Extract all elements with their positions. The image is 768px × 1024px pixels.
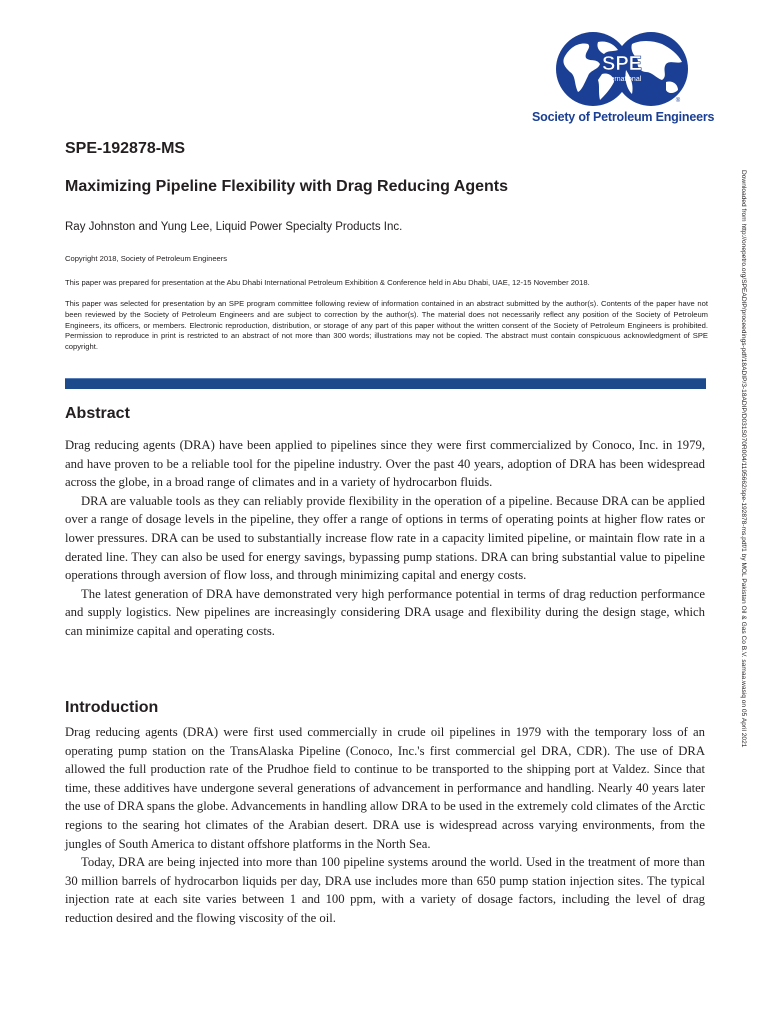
download-watermark xyxy=(733,170,749,860)
logo-secondary-text: International xyxy=(602,76,642,83)
download-notice-text: Downloaded from http://onepetro.org/SPEADIP/proceedings-pdf/18ADIP/3-18ADIP/D031S070R004/1195662/spe-192878-ms.pdf/1 by MOL Pakistan Oil & Gas Co B.V. samaa.wasiq on 05 April 2021 xyxy=(740,170,747,748)
copyright-notice: Copyright 2018, Society of Petroleum Engineers xyxy=(65,254,228,263)
introduction-paragraph: Today, DRA are being injected into more than 100 pipeline systems around the world. Used in the treatment of more than 30 million barrels of hydrocarbon liquids per day, DRA use includes more than 650 pump station injection sites. The typical injection rate at each site varies between 1 and 100 ppm, with a variety of dosage factors, including the level of drag reduction desired and the flowing viscosity of the oil. xyxy=(65,855,705,925)
abstract-paragraph: DRA are valuable tools as they can reliably provide flexibility in the operation of a pipeline. Because DRA can be applied over a range of dosage levels in the pipeline, they offer a range of options in terms of operating points at higher flow rates or lower pressures. DRA can be used to substantially increase flow rate in a capacity limited pipeline, or maintain flow rate in a derated line. They can also be used for energy savings, bypassing pump stations. DRA can bring substantial value to pipeline operations through aversion of flow loss, and through minimizing capital and energy costs. xyxy=(65,493,705,583)
abstract-paragraph: The latest generation of DRA have demonstrated very high performance potential in terms of drag reduction performance and supply logistics. New pipelines are increasingly considering DRA usage and flexibility during the design stage, which can minimize capital and operating costs. xyxy=(65,586,705,638)
section-divider xyxy=(65,378,706,389)
logo-primary-text: SPE xyxy=(601,53,643,75)
abstract-body xyxy=(65,436,705,641)
globe-icon xyxy=(554,30,690,108)
society-name: Society of Petroleum Engineers xyxy=(532,110,715,124)
abstract-heading: Abstract xyxy=(65,405,130,422)
introduction-paragraph: Drag reducing agents (DRA) were first used commercially in crude oil pipelines in 1979 with the temporary loss of an operating pump station on the TransAlaska Pipeline (Conoco, Inc.'s first commercial gel DRA, CDR). The use of DRA allowed the full production rate of the Prudhoe field to continue to be transported to the shipping port at Valdez. Since that time, these additives have undergone several generations of advancement in performance and handling. Nearly 40 years later the use of DRA spans the globe. Advancements in handling allow DRA to be used in the extremely cold climates of the Arctic regions to the searing hot climates of the Arabian desert. DRA use is widespread across varying environments, from the jungles of South America to distant offshore platforms in the North Sea. xyxy=(65,725,705,851)
introduction-body xyxy=(65,723,705,928)
abstract-paragraph: Drag reducing agents (DRA) have been applied to pipelines since they were first commercialized by Conoco, Inc. in 1979, and have proven to be a reliable tool for the pipeline industry. Over the past 40 years, adoption of DRA has been widespread across the globe, in a broad range of climates and in a variety of hydrocarbon fluids. xyxy=(65,438,705,490)
introduction-heading: Introduction xyxy=(65,699,159,716)
paper-number: SPE-192878-MS xyxy=(65,140,186,157)
disclaimer-notice: This paper was selected for presentation by an SPE program committee following review of information contained in an abstract submitted by the author(s). Contents of the paper have not been reviewed by the Society of Petroleum Engineers and are subject to correction by the author(s). The material does not necessarily reflect any position of the Society of Petroleum Engineers, its officers, or members. Electronic reproduction, distribution, or storage of any part of this paper without the written consent of the Society of Petroleum Engineers is prohibited. Permission to reproduce in print is restricted to an abstract of not more than 300 words; illustrations may not be copied. The abstract must contain conspicuous acknowledgment of SPE copyright. xyxy=(65,299,708,352)
paper-title: Maximizing Pipeline Flexibility with Drag Reducing Agents xyxy=(65,178,509,195)
spe-logo xyxy=(532,30,715,126)
authors: Ray Johnston and Yung Lee, Liquid Power Specialty Products Inc. xyxy=(65,221,403,233)
presentation-notice: This paper was prepared for presentation at the Abu Dhabi International Petroleum Exhibition & Conference held in Abu Dhabi, UAE, 12-15 November 2018. xyxy=(65,278,590,287)
registered-mark: ® xyxy=(675,98,681,104)
